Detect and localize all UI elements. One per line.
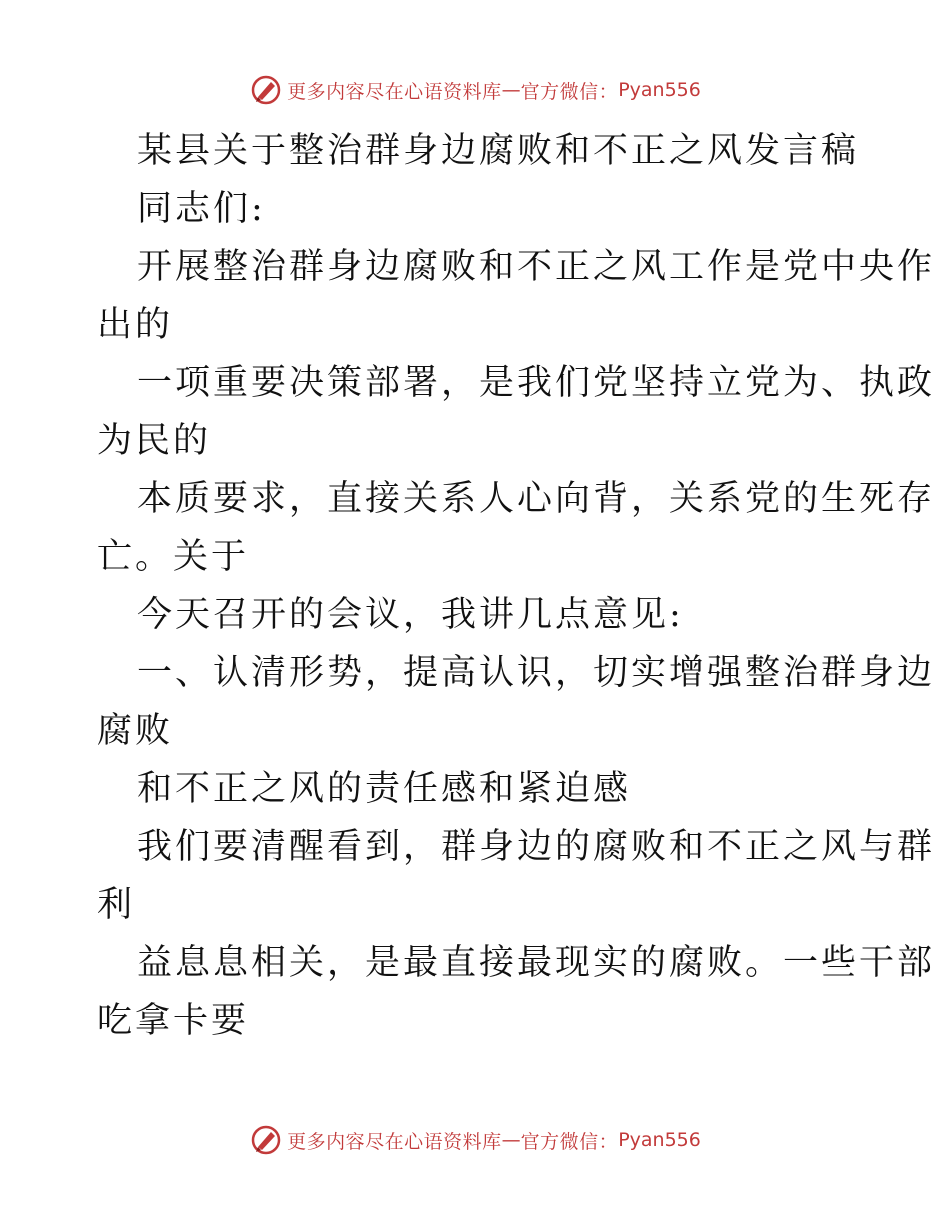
watermark-wechat-id: Pyan556	[618, 1129, 701, 1151]
watermark-separator: —	[501, 1129, 521, 1151]
header-watermark	[0, 70, 950, 110]
text-line: 益息息相关，是最直接最现实的腐败。一些干部	[137, 943, 936, 983]
text-line: 一、认清形势，提高认识，切实增强整治群身边	[137, 653, 936, 693]
pen-logo-icon	[249, 1123, 283, 1157]
text-line: 为民的	[97, 421, 212, 461]
watermark-wechat-id: Pyan556	[618, 79, 701, 101]
watermark-wechat-label: 官方微信：	[520, 1130, 619, 1153]
footer-watermark	[0, 1120, 950, 1160]
text-line: 同志们:	[137, 189, 266, 229]
text-line: 和不正之风的责任感和紧迫感	[137, 769, 632, 809]
text-line: 今天召开的会议，我讲几点意见:	[137, 595, 684, 635]
text-line: 利	[97, 885, 136, 925]
text-line: 一项重要决策部署，是我们党坚持立党为、执政	[137, 363, 936, 403]
text-line: 开展整治群身边腐败和不正之风工作是党中央作	[137, 247, 936, 287]
watermark-text: 更多内容尽在心语资料库	[287, 80, 502, 103]
text-line: 我们要清醒看到，群身边的腐败和不正之风与群	[137, 827, 936, 867]
watermark-separator: —	[501, 79, 521, 101]
pen-logo-icon	[249, 73, 283, 107]
text-line: 亡。关于	[97, 537, 250, 577]
watermark-wechat-label: 官方微信：	[520, 80, 619, 103]
text-line: 吃拿卡要	[97, 1001, 250, 1041]
watermark-text: 更多内容尽在心语资料库	[287, 1130, 502, 1153]
document-body	[97, 122, 936, 1050]
text-line: 腐败	[97, 711, 174, 751]
text-line: 本质要求，直接关系人心向背，关系党的生死存	[137, 479, 936, 519]
text-line: 出的	[97, 305, 174, 345]
text-line: 某县关于整治群身边腐败和不正之风发言稿	[137, 131, 860, 171]
